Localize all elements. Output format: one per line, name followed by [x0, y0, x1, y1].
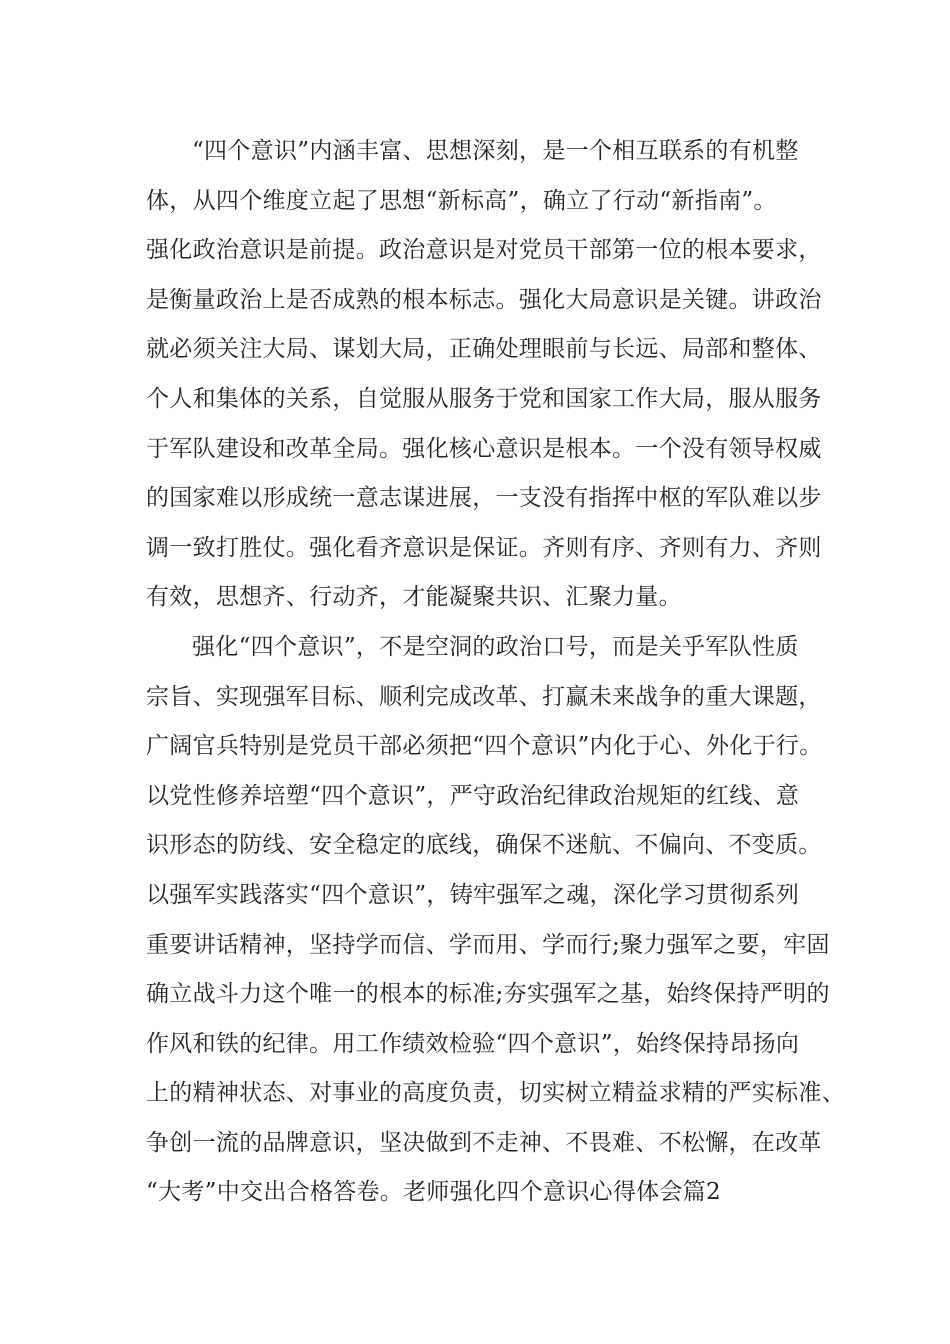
- text-line: “大考”中交出合格答卷。老师强化四个意识心得体会篇2: [146, 1179, 721, 1206]
- text-line: 争创一流的品牌意识，坚决做到不走神、不畏难、不松懈，在改革: [146, 1129, 822, 1156]
- text-line: 个人和集体的关系，自觉服从服务于党和国家工作大局，服从服务: [146, 385, 822, 412]
- text-line: 重要讲话精神，坚持学而信、学而用、学而行;聚力强军之要，牢固: [146, 931, 830, 958]
- text-line: 强化“四个意识”，不是空洞的政治口号，而是关乎军队性质: [192, 633, 799, 660]
- text-line: 于军队建设和改革全局。强化核心意识是根本。一个没有领导权威: [146, 435, 822, 462]
- text-line: 强化政治意识是前提。政治意识是对党员干部第一位的根本要求，: [146, 237, 822, 264]
- text-line: 以党性修养培塑“四个意识”，严守政治纪律政治规矩的红线、意: [146, 782, 800, 809]
- text-line: 作风和铁的纪律。用工作绩效检验“四个意识”，始终保持昂扬向: [146, 1030, 800, 1057]
- text-line: 体，从四个维度立起了思想“新标高”，确立了行动“新指南”。: [146, 187, 777, 214]
- text-line: 就必须关注大局、谋划大局，正确处理眼前与长远、局部和整体、: [146, 336, 822, 363]
- text-line: 是衡量政治上是否成熟的根本标志。强化大局意识是关键。讲政治: [146, 286, 822, 313]
- paragraph-2: [146, 623, 845, 1218]
- text-line: 以强军实践落实“四个意识”，铸牢强军之魂，深化学习贯彻系列: [146, 881, 800, 908]
- text-line: 广阔官兵特别是党员干部必须把“四个意识”内化于心、外化于行。: [146, 733, 823, 760]
- text-line: 确立战斗力这个唯一的根本的标准;夯实强军之基，始终保持严明的: [146, 981, 830, 1008]
- text-line: 有效，思想齐、行动齐，才能凝聚共识、汇聚力量。: [146, 584, 682, 611]
- document-body: [146, 127, 845, 1218]
- text-line: 上的精神状态、对事业的高度负责，切实树立精益求精的严实标准、: [146, 1080, 845, 1107]
- text-line: 的国家难以形成统一意志谋进展，一支没有指挥中枢的军队难以步: [146, 485, 822, 512]
- text-line: “四个意识”内涵丰富、思想深刻，是一个相互联系的有机整: [192, 138, 799, 164]
- text-line: 识形态的防线、安全稳定的底线，确保不迷航、不偏向、不变质。: [146, 832, 822, 859]
- text-line: 调一致打胜仗。强化看齐意识是保证。齐则有序、齐则有力、齐则: [146, 534, 822, 561]
- paragraph-1: [146, 127, 822, 623]
- text-line: 宗旨、实现强军目标、顺利完成改革、打赢未来战争的重大课题，: [146, 683, 822, 710]
